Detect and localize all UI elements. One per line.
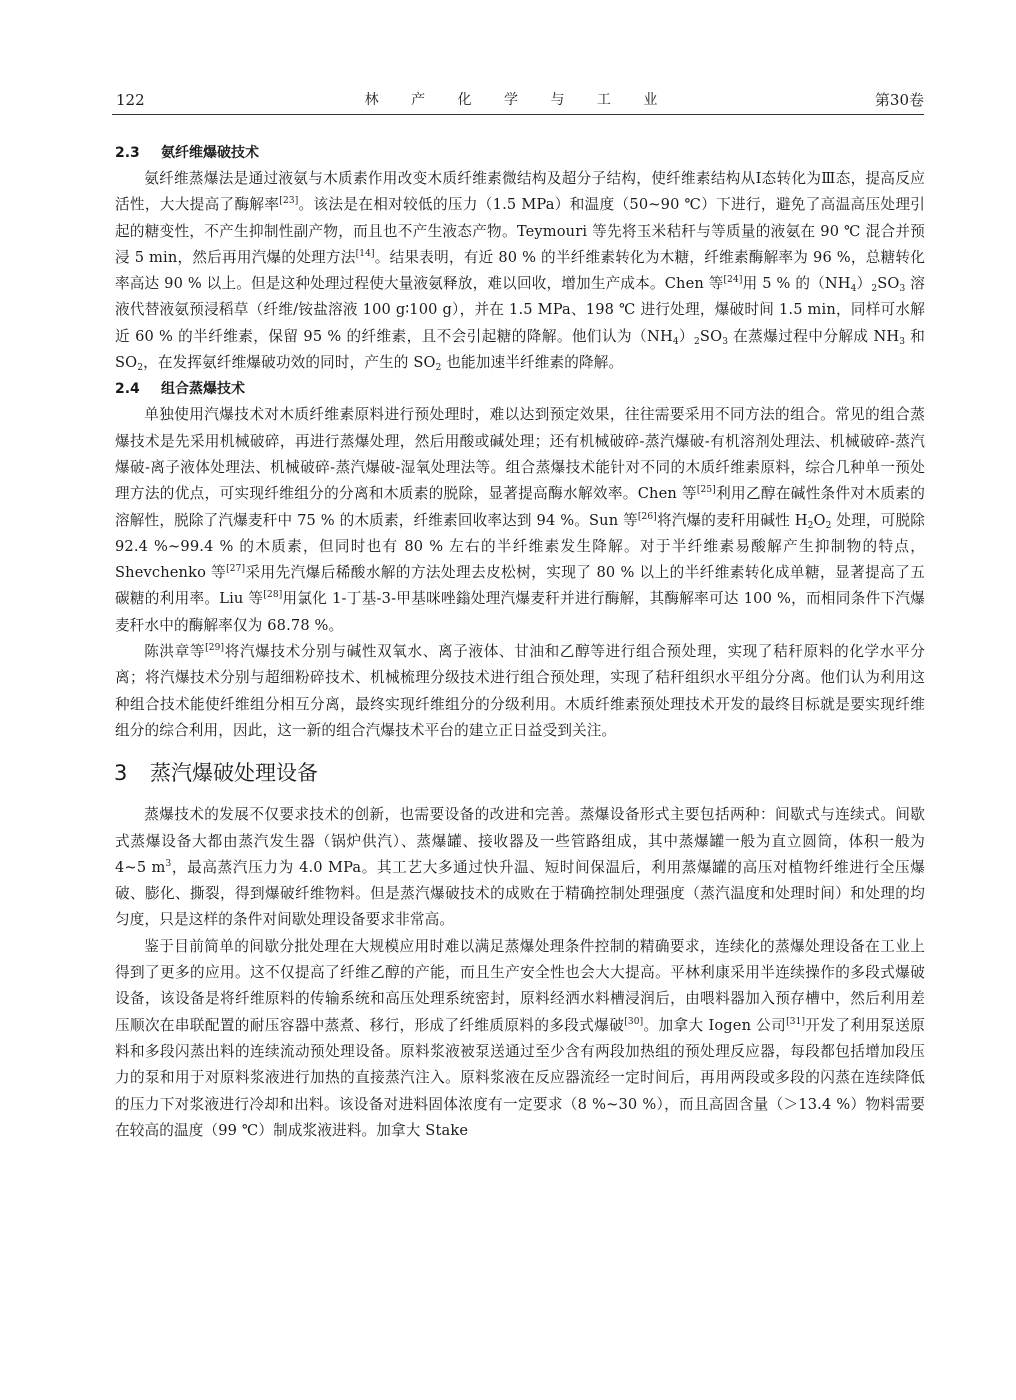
subsection-title: 氨纤维爆破技术: [161, 145, 259, 161]
volume-label: 第30卷: [874, 91, 924, 109]
paragraph: 蒸爆技术的发展不仅要求技术的创新，也需要设备的改进和完善。蒸爆设备形式主要包括两种：间歇式与连续式。间歇式蒸爆设备大都由蒸汽发生器（锅炉供汽）、蒸爆罐、接收器及一些管路组成，其中蒸爆罐一般为直立圆筒，体积一般为 4~5 $m^3$，最高蒸汽压力为 4.0 MPa。其工艺大多通过快升温、短时间保温后，利用蒸爆罐的高压对植物纤维进行全压爆破、膨化、撕裂，得到爆破纤维物料。但是蒸汽爆破技术的成败在于精确控制处理强度（蒸汽温度和处理时间）和处理的均匀度，只是这样的条件对间歇处理设备要求非常高。: [115, 806, 926, 929]
subsection-title: 组合蒸爆技术: [161, 381, 245, 398]
subsection-number: 2.3: [115, 145, 140, 161]
running-header: [112, 90, 924, 116]
subsection-heading-2-4: [115, 376, 925, 402]
paragraph: 鉴于目前简单的间歇分批处理在大规模应用时难以满足蒸爆处理条件控制的精确要求，连续化的蒸爆处理设备在工业上得到了更多的应用。这不仅提高了纤维乙醇的产能，而且生产安全性也会大大提高。平林利康采用半连续操作的多段式爆破设备，该设备是将纤维原料的传输系统和高压处理系统密封，原料经洒水料槽浸润后，由喂料器加入预存槽中，然后利用差压顺次在串联配置的耐压容器中蒸煮、移行，形成了纤维质原料的多段式爆破[30]。加拿大 Iogen 公司[31]开发了利用泵送原料和多段闪蒸出料的连续流动预处理设备。原料浆液被泵送通过至少含有两段加热组的预处理反应器，每段都包括增加段压力的泵和用于对原料浆液进行加热的直接蒸汽注入。原料浆液在反应器流经一定时间后，再用两段或多段的闪蒸在连续降低的压力下对浆液进行冷却和出料。该设备对进料固体浓度有一定要求（8 %~30 %），而且高固含量（＞13.4 %）物料需要在较高的温度（99 ℃）制成浆液进料。加拿大 Stake: [115, 937, 925, 1139]
paragraph: 单独使用汽爆技术对木质纤维素原料进行预处理时，难以达到预定效果，往往需要采用不同方法的组合。常见的组合蒸爆技术是先采用机械破碎，再进行蒸爆处理，然后用酸或碱处理；还有机械破碎-蒸汽爆破-有机溶剂处理法、机械破碎-蒸汽爆破-离子液体处理法、机械破碎-蒸汽爆破-湿氧处理法等。组合蒸爆技术能针对不同的木质纤维素原料，综合几种单一预处理方法的优点，可实现纤维组分的分离和木质素的脱除，显著提高酶水解效率。Chen 等[25]利用乙醇在碱性条件对木质素的溶解性，脱除了汽爆麦秆中 75 % 的木质素，纤维素回收率达到 94 %。Sun 等[26]将汽爆的麦秆用碱性 $H_2O_2$ 处理，可脱除 92.4 %~99.4 % 的木质素，但同时也有 80 % 左右的半纤维素发生降解。对于半纤维素易酸解产生抑制物的特点，Shevchenko 等[27]采用先汽爆后稀酸水解的方法处理去皮松树，实现了 80 % 以上的半纤维素转化成单糖，显著提高了五碳糖的利用率。Liu 等[28]用氯化 1-丁基-3-甲基咪唑鎓处理汽爆麦秆并进行酶解，其酶解率可达 100 %，而相同条件下汽爆麦秆水中的酶解率仅为 68.78 %。: [115, 406, 926, 634]
subsection-heading-2-3: [115, 140, 925, 166]
paragraph: 陈洪章等[29]将汽爆技术分别与碱性双氧水、离子液体、甘油和乙醇等进行组合预处理，实现了秸秆原料的化学水平分离；将汽爆技术分别与超细粉碎技术、机械梳理分级技术进行组合预处理，实现了秸秆组织水平组分分离。他们认为利用这种组合技术能使纤维组分相互分离，最终实现纤维组分的分级利用。木质纤维素预处理技术开发的最终目标就是要实现纤维组分的综合利用，因此，这一新的组合汽爆技术平台的建立正日益受到关注。: [115, 643, 926, 739]
section-number: 3: [114, 761, 128, 786]
header-rule: [112, 114, 924, 115]
journal-title: 林 产 化 学 与 工 业: [364, 92, 672, 108]
subsection-number: 2.4: [115, 381, 140, 398]
paragraph: 氨纤维蒸爆法是通过液氨与木质素作用改变木质纤维素微结构及超分子结构，使纤维素结构从Ⅰ态转化为Ⅲ态，提高反应活性，大大提高了酶解率[23]。该法是在相对较低的压力（1.5 MPa）和温度（50~90 ℃）下进行，避免了高温高压处理引起的糖变性，不产生抑制性副产物，而且也不产生液态产物。Teymouri 等先将玉米秸秆与等质量的液氨在 90 ℃ 混合并预浸 5 min，然后再用汽爆的处理方法[14]。结果表明，有近 80 % 的半纤维素转化为木糖，纤维素酶解率为 96 %，总糖转化率高达 90 % 以上。但是这种处理过程使大量液氨释放，难以回收，增加生产成本。Chen 等[24]用 5 % 的$(NH_4)_2SO_3$ 溶液代替液氨预浸稻草（纤维/铵盐溶液 100 g∶100 g），并在 1.5 MPa、198 ℃ 进行处理，爆破时间 1.5 min，同样可水解近 60 % 的半纤维素，保留 95 % 的纤维素，且不会引起糖的降解。他们认为$(NH_4)_2SO_3$ 在蒸爆过程中分解成 $NH_3$ 和 $SO_2$，在发挥氨纤维爆破功效的同时，产生的 $SO_2$ 也能加速半纤维素的降解。: [115, 170, 926, 374]
section-title: 蒸汽爆破处理设备: [150, 761, 318, 786]
section-heading-3: [114, 758, 925, 788]
body-text: [115, 140, 925, 1144]
page-number: 122: [116, 91, 145, 109]
